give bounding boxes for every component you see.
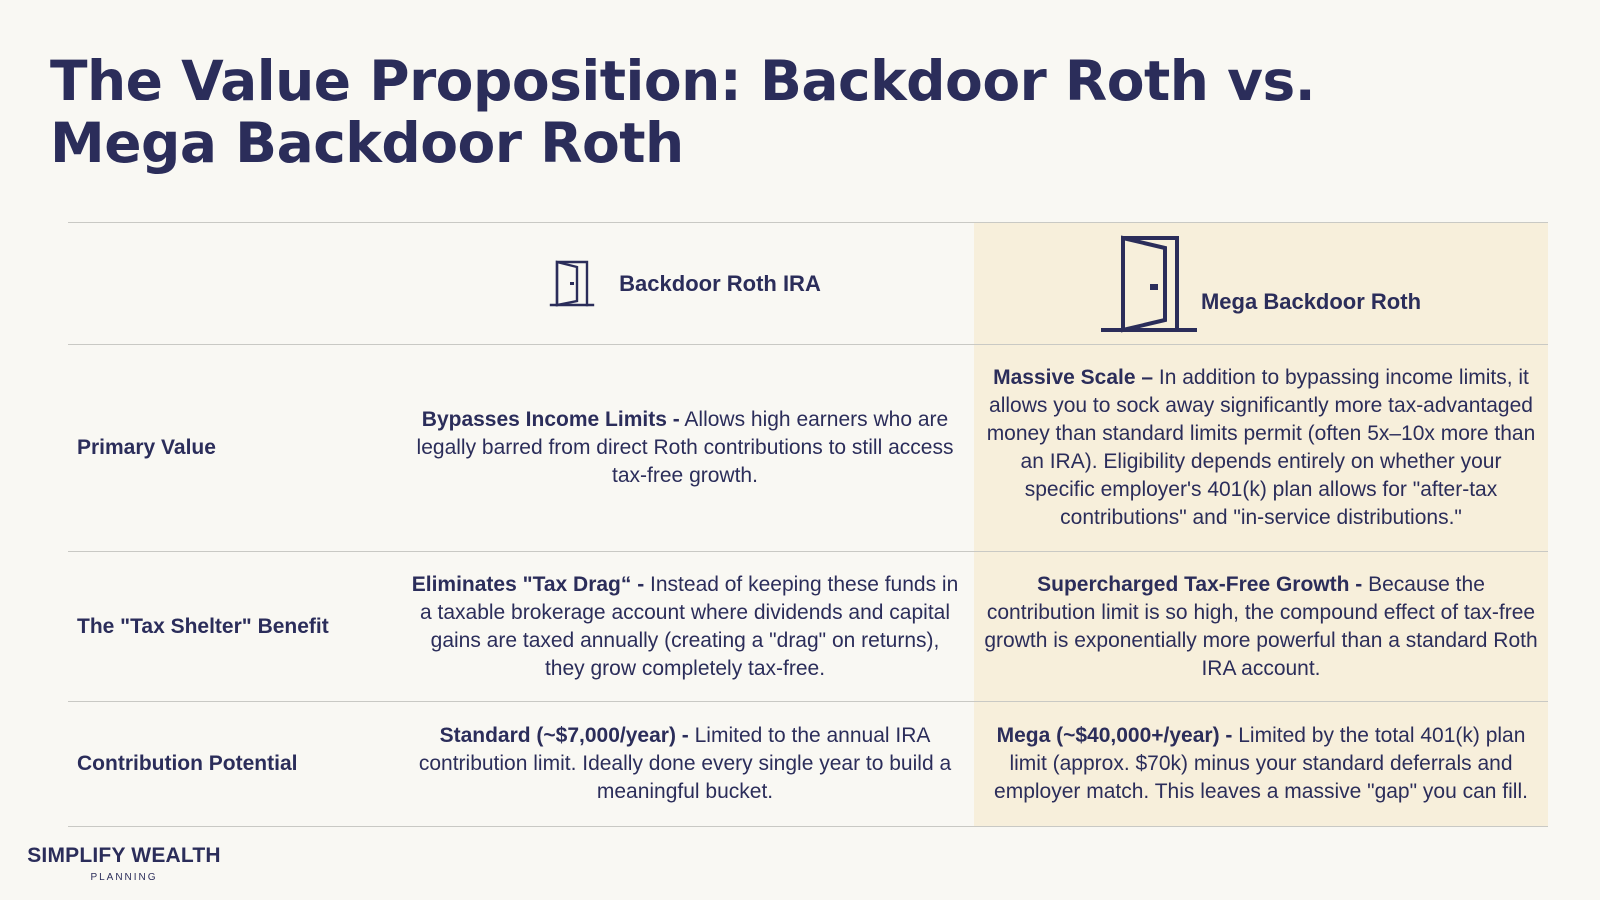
cell-highlight: Standard (~$7,000/year) - <box>439 724 689 747</box>
cell-highlight: Massive Scale – <box>993 366 1154 389</box>
slide-title: The Value Proposition: Backdoor Roth vs. Mega Backdoor Roth <box>50 49 1316 175</box>
table-row <box>68 552 1548 702</box>
backdoor-cell <box>396 345 974 551</box>
row-label: Contribution Potential <box>77 752 298 775</box>
row-label: Primary Value <box>77 436 216 459</box>
cell-highlight: Supercharged Tax-Free Growth - <box>1037 572 1363 596</box>
mega-cell <box>974 702 1548 826</box>
backdoor-column-header <box>396 223 974 344</box>
mega-cell <box>974 345 1548 551</box>
company-logo <box>24 844 224 883</box>
backdoor-cell <box>396 552 974 701</box>
logo-wordmark: SIMPLIFY WEALTH <box>27 844 221 867</box>
cell-text: Allows high earners who are legally barred from direct Roth contributions to still access tax-free growth. <box>416 408 954 487</box>
table-header-row <box>68 223 1548 345</box>
cell-highlight: Bypasses Income Limits - <box>421 408 680 431</box>
table-row <box>68 345 1548 552</box>
comparison-table <box>68 222 1548 827</box>
cell-text: Limited to the annual IRA contribution limit. Ideally done every single year to build a meaningful bucket. <box>418 724 952 803</box>
large-door-icon <box>1101 234 1197 334</box>
cell-highlight: Mega (~$40,000+/year) - <box>996 724 1233 747</box>
cell-text: Limited by the total 401(k) plan limit (approx. $70k) minus your standard deferrals and employer match. This leaves a massive "gap" you can fill. <box>994 724 1528 803</box>
door-icon <box>549 259 595 309</box>
table-row <box>68 702 1548 827</box>
mega-column-title: Mega Backdoor Roth <box>1200 288 1422 314</box>
logo-tagline: PLANNING <box>90 872 158 883</box>
cell-text: Because the contribution limit is so high, the compound effect of tax-free growth is exponentially more powerful than a standard Roth IRA account. <box>984 572 1538 680</box>
mega-cell <box>974 552 1548 701</box>
backdoor-column-title: Backdoor Roth IRA <box>619 270 821 296</box>
row-label: The "Tax Shelter" Benefit <box>77 614 329 638</box>
cell-highlight: Eliminates "Tax Drag“ - <box>411 572 645 596</box>
mega-column-header <box>974 223 1548 344</box>
backdoor-cell <box>396 702 974 826</box>
cell-text: Instead of keeping these funds in a taxable brokerage account where dividends and capital gains are taxed annually (creating a "drag" on returns), they grow completely tax-free. <box>419 572 959 680</box>
cell-text: In addition to bypassing income limits, it allows you to sock away significantly more tax-advantaged money than standard limits permit (often 5x–10x more than an IRA). Eligibility depends entirely on whether your specific employer's 401(k) plan allows for "after-tax contributions" and "in-service distributions." <box>986 366 1536 529</box>
header-empty-cell <box>68 223 396 344</box>
